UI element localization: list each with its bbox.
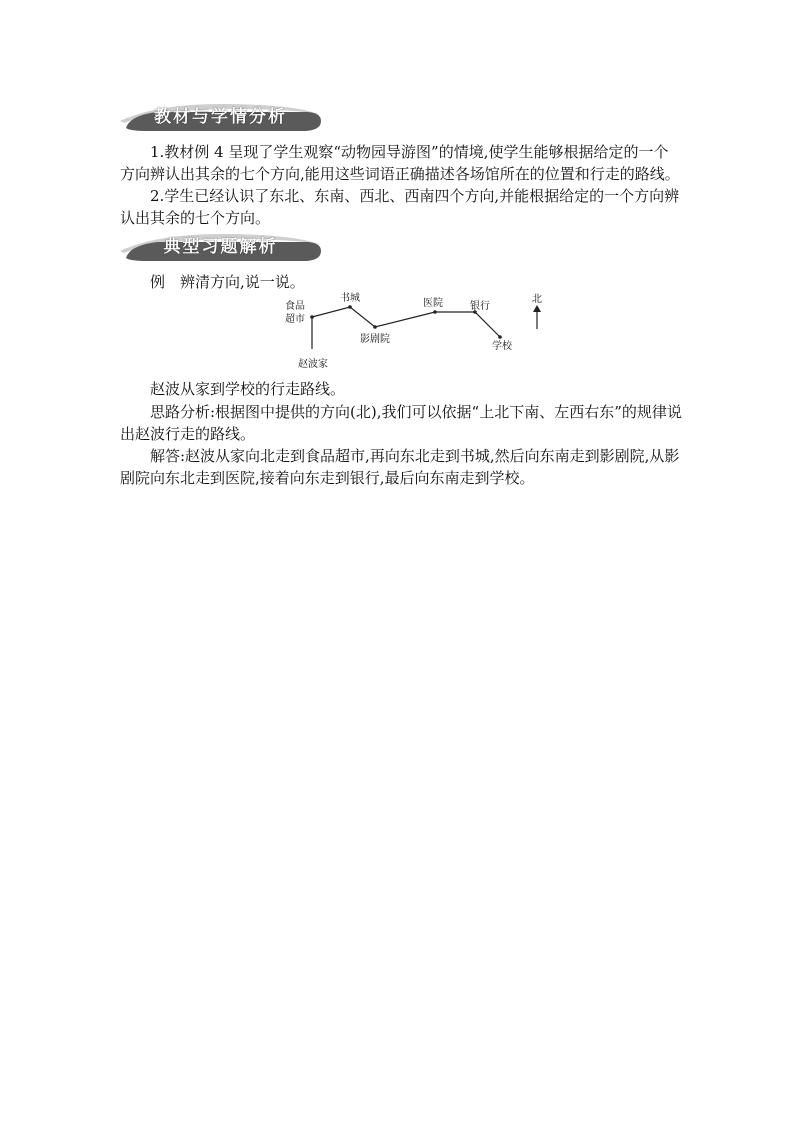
label-supermarket-2: 超市	[285, 314, 305, 325]
label-hospital: 医院	[423, 298, 443, 309]
example-heading: 例 辨清方向,说一说。	[150, 273, 305, 291]
node-theater	[373, 325, 377, 329]
route-line	[312, 307, 500, 349]
label-home: 赵波家	[298, 359, 328, 370]
node-supermarket	[310, 315, 314, 319]
route-map	[270, 287, 560, 377]
paragraph-2: 2.学生已经认识了东北、东南、西北、西南四个方向,并能根据给定的一个方向辨认出其余的七个方向。	[120, 187, 680, 227]
label-supermarket-1: 食品	[285, 301, 305, 312]
label-north: 北	[532, 294, 542, 305]
paragraph-1: 1.教材例 4 呈现了学生观察“动物园导游图”的情境,使学生能够根据给定的一个方向辨认出其余的七个方向,能用这些词语正确描述各场馆所在的位置和行走的路线。	[120, 143, 680, 183]
label-theater: 影剧院	[360, 334, 390, 345]
node-hospital	[433, 310, 437, 314]
node-bookstore	[348, 305, 352, 309]
label-bank: 银行	[470, 301, 490, 312]
answer-paragraph: 解答:赵波从家向北走到食品超市,再向东北走到书城,然后向东南走到影剧院,从影剧院向东北走到医院,接着向东走到银行,最后向东南走到学校。	[120, 447, 680, 487]
section-banner-textbook-analysis	[118, 101, 323, 133]
node-school	[498, 335, 502, 339]
label-bookstore: 书城	[340, 293, 360, 304]
analysis-paragraph: 思路分析:根据图中提供的方向(北),我们可以依据“上北下南、左西右东”的规律说出赵波行走的路线。	[120, 403, 682, 443]
section-title: 典型习题解析	[163, 237, 278, 257]
north-arrow-icon	[533, 305, 541, 312]
section-banner-typical-exercises	[118, 231, 323, 263]
section-title: 教材与学情分析	[154, 107, 287, 127]
label-school: 学校	[492, 341, 512, 352]
route-caption: 赵波从家到学校的行走路线。	[150, 380, 346, 398]
